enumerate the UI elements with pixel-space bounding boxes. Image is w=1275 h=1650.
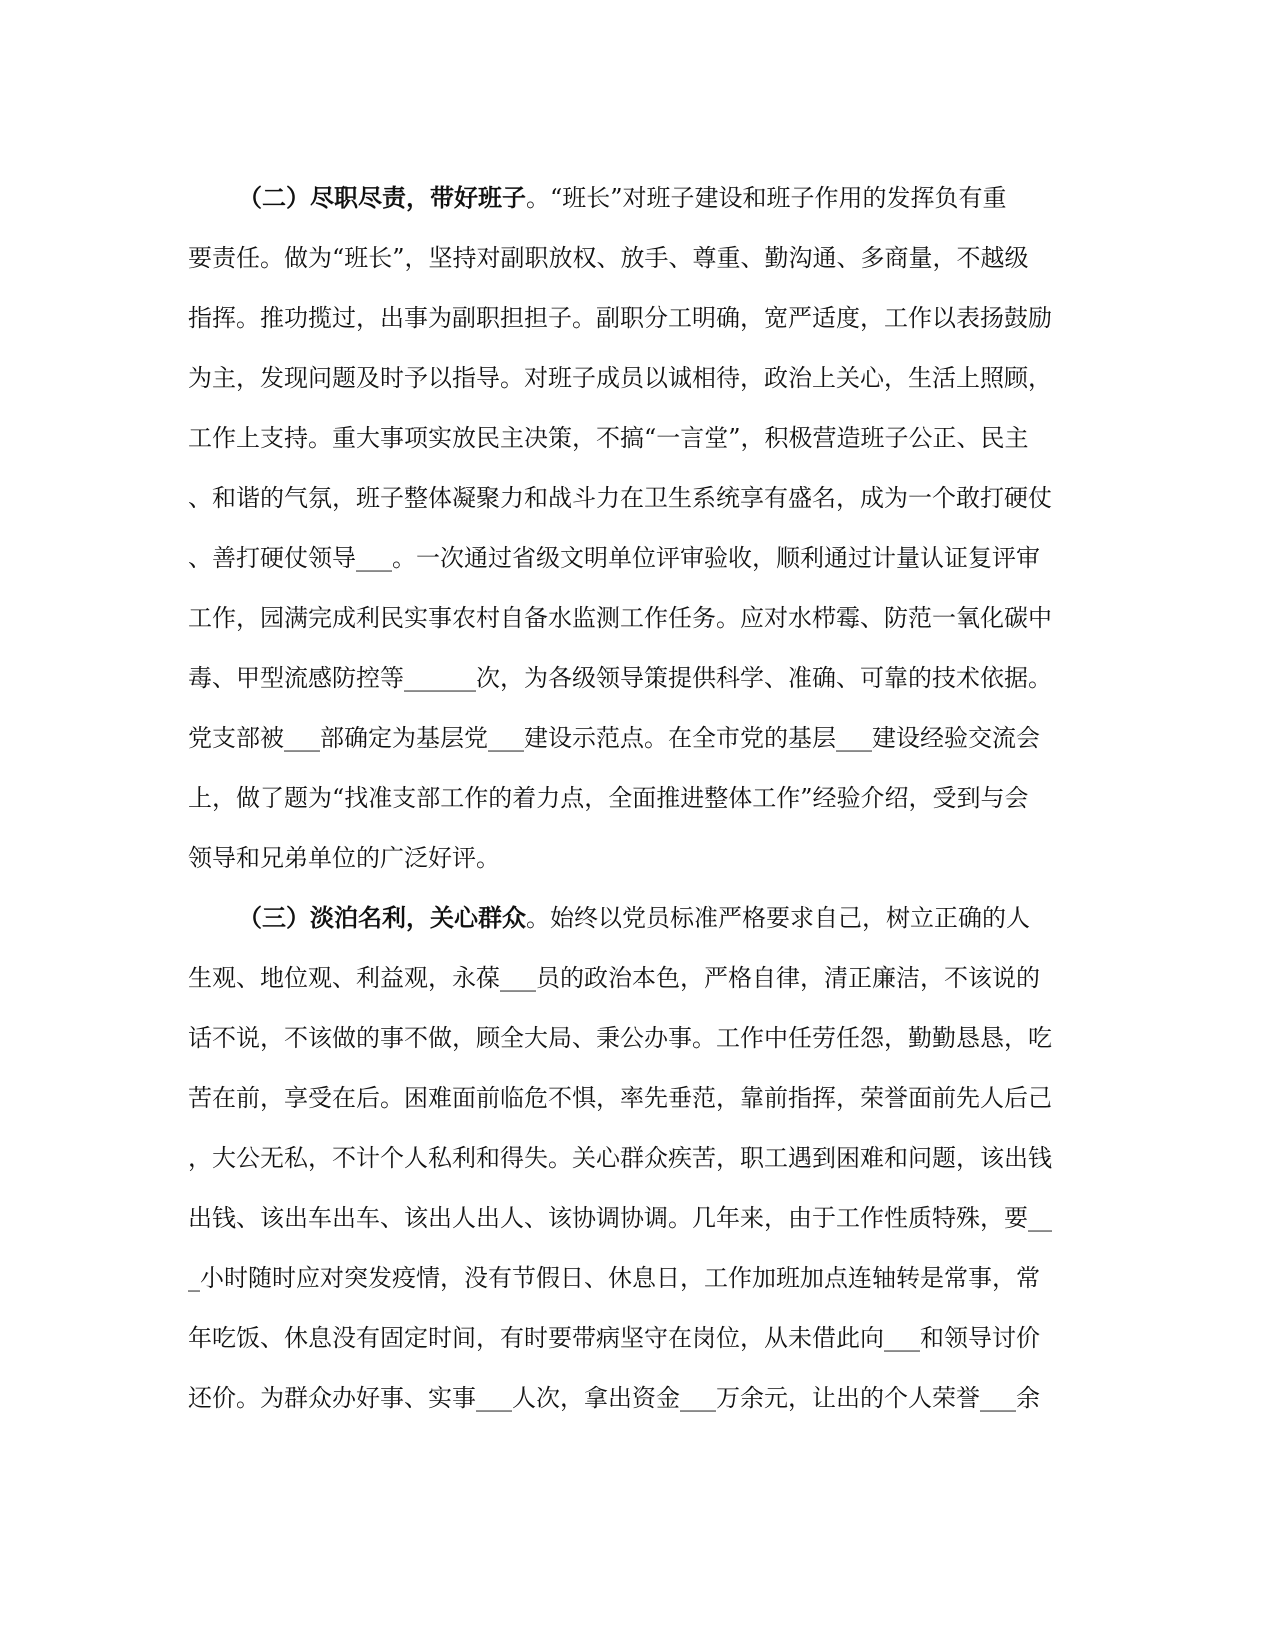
paragraph-1-line-11: 上，做了题为“找准支部工作的着力点，全面推进整体工作”经验介绍，受到与会 [188, 784, 1029, 812]
paragraph-2-line-5: ，大公无私，不计个人私利和得失。关心群众疾苦，职工遇到困难和问题，该出钱 [188, 1144, 1052, 1172]
paragraph-2-line-2: 生观、地位观、利益观，永葆___员的政治本色，严格自律，清正廉洁，不该说的 [188, 964, 1040, 992]
paragraph-2-line-1-text: 。始终以党员标准严格要求自己，树立正确的人 [526, 904, 1030, 932]
paragraph-1-line-12: 领导和兄弟单位的广泛好评。 [188, 844, 500, 872]
paragraph-1-heading: （二）尽职尽责，带好班子 [238, 183, 526, 212]
paragraph-1-line-4: 为主，发现问题及时予以指导。对班子成员以诚相待，政治上关心，生活上照顾， [188, 364, 1052, 392]
paragraph-1-line-10: 党支部被___部确定为基层党___建设示范点。在全市党的基层___建设经验交流会 [188, 724, 1040, 752]
paragraph-1-line-3: 指挥。推功揽过，出事为副职担担子。副职分工明确，宽严适度，工作以表扬鼓励 [188, 304, 1052, 332]
paragraph-2-line-9: 还价。为群众办好事、实事___人次，拿出资金___万余元，让出的个人荣誉___余 [188, 1384, 1040, 1412]
paragraph-1-line-9: 毒、甲型流感防控等______次，为各级领导策提供科学、准确、可靠的技术依据。 [188, 664, 1052, 692]
paragraph-1-line-2: 要责任。做为“班长”，坚持对副职放权、放手、尊重、勤沟通、多商量，不越级 [188, 244, 1029, 272]
document-body [188, 168, 1088, 1428]
paragraph-2-line-6: 出钱、该出车出车、该出人出人、该协调协调。几年来，由于工作性质特殊，要__ [188, 1204, 1052, 1232]
paragraph-2-heading: （三）淡泊名利，关心群众 [238, 903, 526, 932]
paragraph-1-line-6: 、和谐的气氛，班子整体凝聚力和战斗力在卫生系统享有盛名，成为一个敢打硬仗 [188, 484, 1052, 512]
paragraph-1-line-1 [188, 168, 1088, 228]
paragraph-2-line-1 [188, 888, 1088, 948]
paragraph-1-line-8: 工作，园满完成利民实事农村自备水监测工作任务。应对水栉霉、防范一氧化碳中 [188, 604, 1052, 632]
paragraph-2-line-7: _小时随时应对突发疫情，没有节假日、休息日，工作加班加点连轴转是常事，常 [188, 1264, 1040, 1292]
paragraph-2-line-4: 苦在前，享受在后。困难面前临危不惧，率先垂范，靠前指挥，荣誉面前先人后己 [188, 1084, 1052, 1112]
paragraph-1-line-5: 工作上支持。重大事项实放民主决策，不搞“一言堂”，积极营造班子公正、民主 [188, 424, 1029, 452]
paragraph-2-line-8: 年吃饭、休息没有固定时间，有时要带病坚守在岗位，从未借此向___和领导讨价 [188, 1324, 1040, 1352]
paragraph-1-line-7: 、善打硬仗领导___。一次通过省级文明单位评审验收，顺利通过计量认证复评审 [188, 544, 1040, 572]
paragraph-2-line-3: 话不说，不该做的事不做，顾全大局、秉公办事。工作中任劳任怨，勤勤恳恳，吃 [188, 1024, 1052, 1052]
paragraph-1-line-1-text: 。“班长”对班子建设和班子作用的发挥负有重 [526, 184, 1007, 212]
